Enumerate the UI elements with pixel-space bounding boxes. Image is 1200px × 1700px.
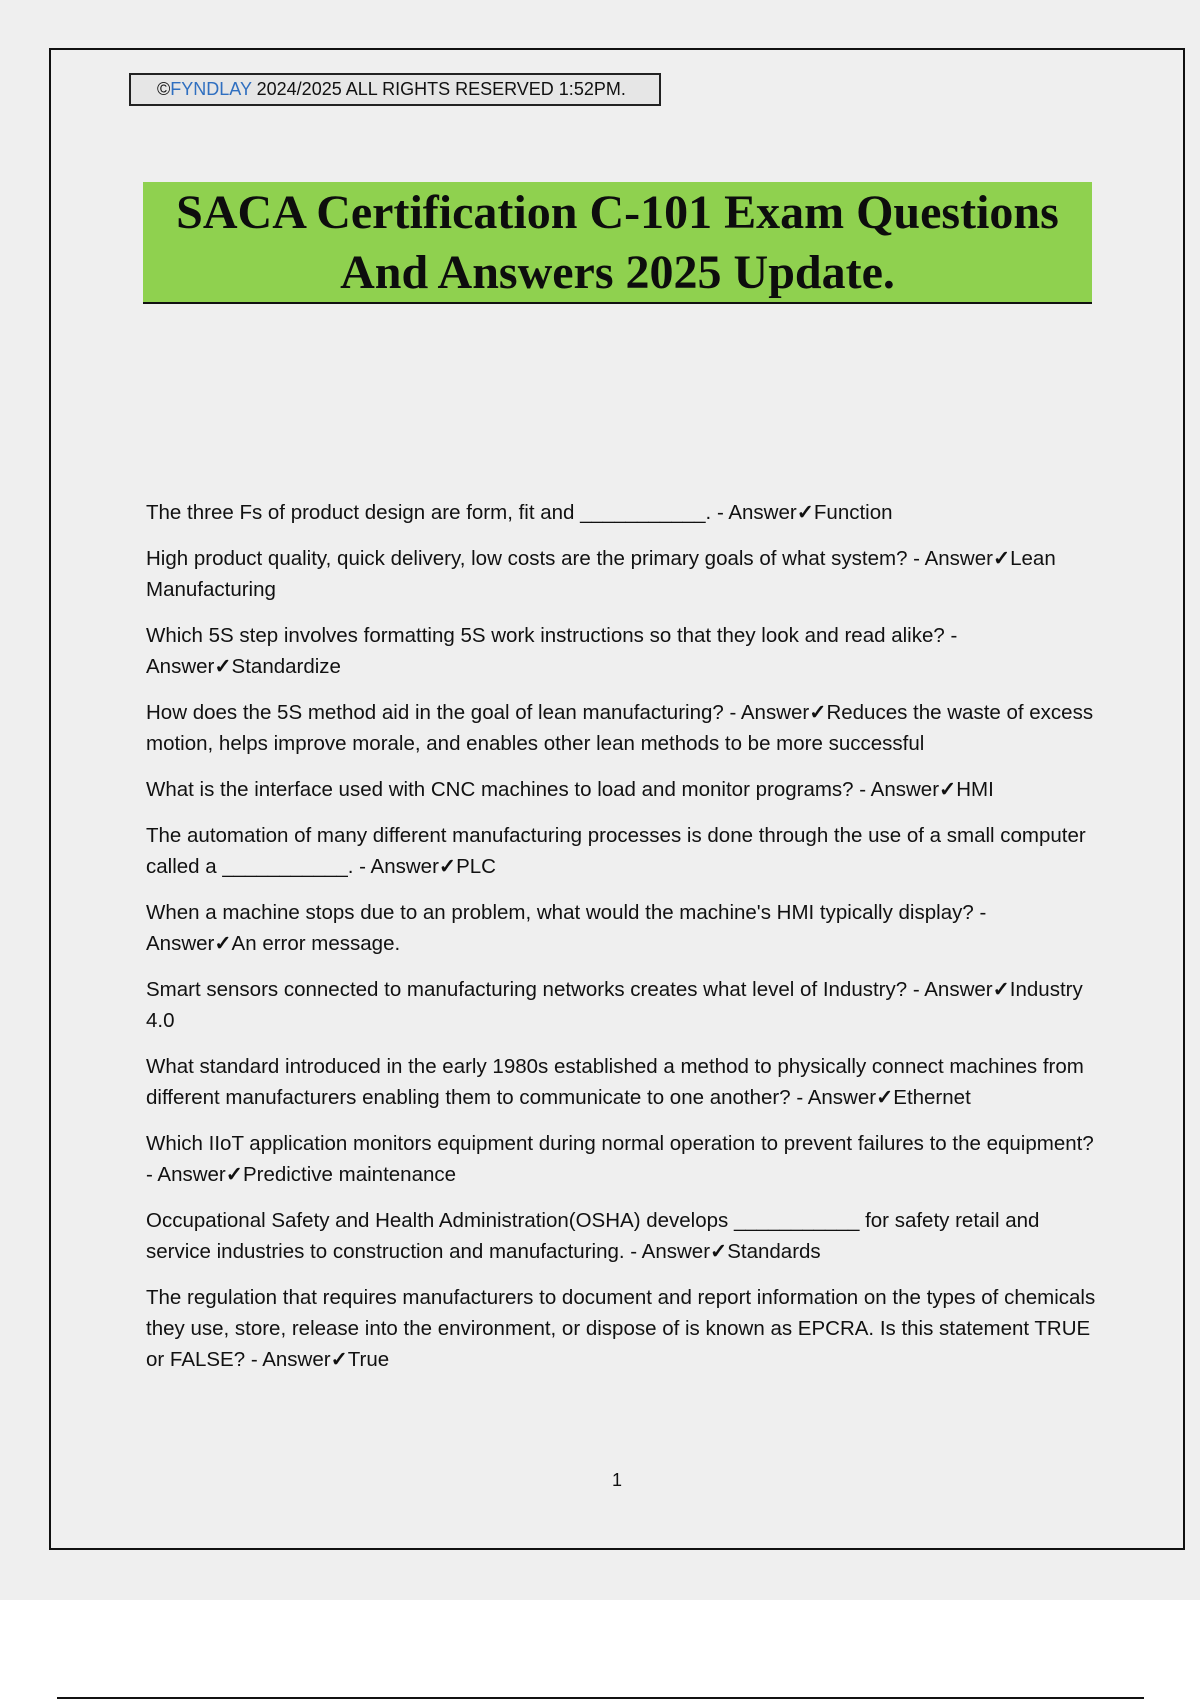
answer-label: - Answer [146,624,958,678]
qa-item [146,1282,1096,1375]
checkmark-icon: ✓ [438,855,457,878]
question-text: When a machine stops due to an problem, what would the machine's HMI typically display? [146,901,974,924]
qa-item [146,774,1096,805]
answer-label: - Answer [723,701,810,724]
answer-label: - Answer [624,1240,711,1263]
question-text: Occupational Safety and Health Administration(OSHA) develops ___________ for safety retail and service industries to construction and manufacturing. [146,1209,1040,1263]
qa-item [146,1128,1096,1190]
question-text: What is the interface used with CNC machines to load and monitor programs? [146,778,854,801]
answer-text: Industry 4.0 [146,978,1083,1032]
checkmark-icon: ✓ [330,1348,348,1371]
answer-text: Lean Manufacturing [146,547,1056,601]
question-text: Which 5S step involves formatting 5S work instructions so that they look and read alike? [146,624,945,647]
question-text: How does the 5S method aid in the goal of lean manufacturing? [146,701,724,724]
question-text: The automation of many different manufacturing processes is done through the use of a small computer called a ___________. [146,824,1086,878]
page-number: 1 [611,1470,622,1490]
qa-item [146,697,1096,759]
checkmark-icon: ✓ [809,701,827,724]
checkmark-icon: ✓ [225,1163,243,1186]
qa-item [146,1205,1096,1267]
answer-text: Standards [727,1240,821,1263]
answer-label: - Answer [146,1163,226,1186]
checkmark-icon: ✓ [876,1086,894,1109]
answer-text: PLC [456,855,496,878]
answer-text: Ethernet [893,1086,971,1109]
rights-text: 2024/2025 ALL RIGHTS RESERVED 1:52PM. [251,79,626,99]
checkmark-icon: ✓ [710,1240,728,1263]
answer-label: - Answer [907,978,993,1001]
answer-label: - Answer [353,855,439,878]
answer-text: Reduces the waste of excess motion, helps improve morale, and enables other lean methods to be more successful [146,701,1094,755]
checkmark-icon: ✓ [992,978,1010,1001]
question-text: Smart sensors connected to manufacturing networks creates what level of Industry? [146,978,908,1001]
qa-item [146,497,1096,528]
answer-label: - Answer [711,501,797,524]
bottom-divider [57,1697,1144,1699]
checkmark-icon: ✓ [214,655,232,678]
question-text: High product quality, quick delivery, low costs are the primary goals of what system? [146,547,908,570]
answer-text: Function [813,501,893,524]
qa-item [146,1051,1096,1113]
answer-label: - Answer [245,1348,331,1371]
answer-label: - Answer [790,1086,877,1109]
answer-text: True [347,1348,390,1371]
checkmark-icon: ✓ [214,932,232,955]
checkmark-icon: ✓ [796,501,814,524]
question-text: What standard introduced in the early 1980s established a method to physically connect machines from different manufacturers enabling them to communicate to one another? [146,1055,1084,1109]
copyright-symbol: © [157,79,171,99]
answer-label: - Answer [907,547,993,570]
answer-text: Predictive maintenance [242,1163,457,1186]
title-line-2: And Answers 2025 Update. [340,246,895,299]
answer-label: - Answer [146,901,987,955]
answer-label: - Answer [853,778,940,801]
qa-item [146,543,1096,605]
title-line-1: SACA Certification C-101 Exam Questions [176,186,1059,239]
answer-text: Standardize [231,655,341,678]
question-answer-list [146,497,1096,1390]
document-title [143,182,1092,304]
question-text: Which IIoT application monitors equipment during normal operation to prevent failures to the equipment? [146,1132,1094,1155]
checkmark-icon: ✓ [939,778,957,801]
answer-text: HMI [956,778,994,801]
copyright-banner [129,73,661,106]
qa-item [146,820,1096,882]
checkmark-icon: ✓ [992,547,1011,570]
qa-item [146,974,1096,1036]
question-text: The three Fs of product design are form, fit and ___________. [146,501,712,524]
question-text: The regulation that requires manufacturers to document and report information on the types of chemicals they use, store, release into the environment, or dispose of is known as EPCRA. Is this statement TRUE or FALSE? [146,1286,1096,1371]
qa-item [146,897,1096,959]
answer-text: An error message. [231,932,401,955]
brand-name: FYNDLAY [170,79,252,99]
qa-item [146,620,1096,682]
